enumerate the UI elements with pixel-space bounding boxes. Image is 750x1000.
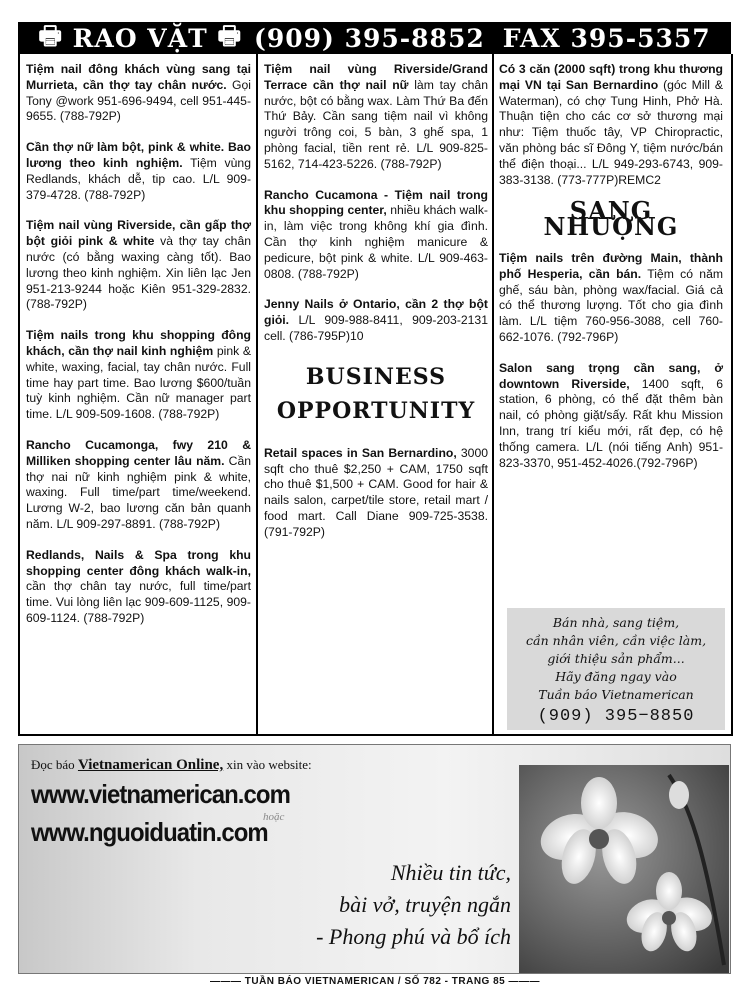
or-label: hoặc — [263, 811, 285, 823]
classified-ad — [264, 297, 488, 344]
page-footer: ——— TUẦN BÁO VIETNAMERICAN / SỐ 782 - TRANG 85 ——— — [209, 976, 541, 987]
orchid-photo — [519, 765, 729, 973]
ad-body: làm tay chân nước, bột có bằng wax. Làm Thứ Ba đến Thứ Bảy. Cần sang tiệm nail vì không người trông coi, 5 bàn, 3 ghế spa, 1 phòng facial, tiền rent rẻ. L/L 909-825-5162, 714-423-5226. (788-792P) — [264, 77, 488, 171]
ad-column-3 — [499, 62, 723, 486]
business-opportunity-heading: BUSINESS OPPORTUNITY — [276, 363, 476, 424]
classifieds-header — [18, 22, 731, 54]
promo-line: Bán nhà, sang tiệm, — [552, 615, 680, 630]
slogan-line: Nhiều tin tức, — [390, 860, 511, 885]
ad-body: Tiệm có năm ghế, sáu bàn, phòng wax/facial. Giá cả có thể thương lượng. Tốt cho gia đình làm. L/L tiệm 760-956-3088, cell 760-662-1076. (792-796P) — [499, 266, 723, 344]
ad-body: pink & white, waxing, facial, tay chân nước. Full time hay part time. Bao lương $600/tuần tuỳ kinh nghiệm. Cần nữ manager part time. L/L 909-509-1608. (788-792P) — [26, 343, 251, 422]
classified-ad — [264, 62, 488, 173]
ad-headline: Tiệm nails trên đường Main, thành phố Hesperia, cần bán. — [499, 250, 723, 281]
header-fax: FAX 395-5357 — [502, 23, 711, 53]
ad-headline: Salon sang trọng cần sang, ở downtown Riverside, — [499, 360, 723, 391]
printer-icon: 🖶 — [38, 20, 63, 50]
promo-box — [507, 608, 725, 730]
ad-body: L/L 909-988-8411, 909-203-2131 cell. (786-795P)10 — [264, 313, 488, 343]
header-phone: (909) 395-8852 — [254, 23, 485, 53]
ad-headline: Tiệm nail vùng Riverside/Grand Terrace cần thợ nail nữ — [264, 62, 488, 92]
ad-body: và thợ tay chân nước (có bằng waxing càng tốt). Bao lương theo kinh nghiệm. Xin liên lạc Jen 951-213-9244 hoặc Kiên 951-329-2832. (788-792P) — [26, 234, 252, 312]
printer-icon: 🖶 — [217, 20, 243, 50]
online-label-prefix: Đọc báo — [31, 757, 75, 772]
promo-phone: (909) 395−8850 — [537, 707, 695, 726]
promo-line: giới thiệu sản phẩm... — [547, 651, 685, 666]
ad-body: Tiệm vùng Redlands, khách dễ, tip cao. L/L 909-379-4728. (788-792P) — [26, 155, 251, 202]
classified-ad — [264, 446, 488, 541]
slogan-line: bài vở, truyện ngắn — [339, 892, 511, 917]
online-slogan — [301, 857, 511, 967]
ad-body: cần thợ chân tay nước, full time/part time. Vui lòng liên lạc 909-609-1125, 909-609-1124. (788-792P) — [26, 579, 251, 625]
ad-body: 3000 sqft cho thuê $2,250 + CAM, 1750 sqft cho thuê $1,500 + CAM. Good for hair & nails salon, carpet/tile store, retail mart / food mart. Call Diane 909-725-3538. (791-792P) — [264, 445, 489, 539]
ad-headline: Có 3 căn (2000 sqft) trong khu thương mại VN tại San Bernardino — [499, 62, 723, 92]
ad-headline: Rancho Cucamonga, fwy 210 & Milliken shopping center lâu năm. — [26, 437, 251, 468]
ad-headline: Redlands, Nails & Spa trong khu shopping center đông khách walk-in, — [26, 547, 251, 578]
promo-line: Hãy đăng ngay vào — [555, 669, 677, 684]
ad-headline: Cần thợ nữ làm bột, pink & white. Bao lương theo kinh nghiệm. — [26, 140, 251, 170]
column-divider — [492, 54, 494, 736]
ad-headline: Tiệm nail vùng Riverside, cần gấp thợ bột giỏi pink & white — [26, 218, 251, 249]
ad-headline: Rancho Cucamona - Tiệm nail trong khu shopping center, — [264, 187, 488, 218]
online-label-suffix: xin vào website: — [226, 757, 312, 772]
promo-line: Tuần báo Vietnamerican — [538, 687, 694, 702]
classified-ad — [26, 328, 251, 423]
header-title: RAO VẶT — [72, 23, 208, 53]
ad-headline: Tiệm nail đông khách vùng sang tại Murrieta, cần thợ tay chân nước. — [26, 62, 251, 92]
website-link-vietnamerican[interactable]: www.vietnamerican.com — [31, 779, 290, 809]
ad-headline: Jenny Nails ở Ontario, cần 2 thợ bột giỏi. — [264, 297, 488, 328]
website-link-nguoiduatin[interactable]: www.nguoiduatin.com — [31, 817, 268, 847]
footer-text: TUẦN BÁO VIETNAMERICAN / SỐ 782 - TRANG 85 — [244, 976, 506, 987]
classified-ad — [26, 140, 251, 203]
promo-line: cần nhân viên, cần việc làm, — [525, 633, 707, 648]
ad-column-2 — [264, 62, 488, 556]
classified-ad — [26, 548, 251, 627]
sang-nhuong-heading: SANG NHƯỢNG — [543, 196, 679, 242]
ad-body: nhiều khách walk-in, làm việc trong không khí gia đình. Cần thợ kinh nghiệm manicure & pedicure, bột pink & white. L/L 909-463-0808. (788-792P) — [264, 203, 488, 281]
classified-ad — [499, 251, 723, 346]
slogan-line: - Phong phú và bổ ích — [316, 924, 511, 949]
classified-ad — [26, 62, 251, 125]
ad-body: (góc Mill & Waterman), có chợ Tung Hinh, Phở Hà. Thuận tiện cho các cơ sở thương mại như: Tiệm thuốc tây, VP Chiropractic, văn phòng bác sĩ Đông Y, tiệm nước/bán thể điện thoại... L/L 949-293-6743, 909-383-3138. (773-777P)REMC2 — [499, 77, 723, 187]
classified-ad — [26, 438, 251, 533]
ad-body: Gọi Tony @work 951-696-9494, cell 951-445-9655. (788-792P) — [26, 77, 251, 124]
orchid-icon — [519, 765, 729, 973]
classified-ad — [499, 361, 723, 472]
ad-column-1 — [26, 62, 251, 642]
online-label — [31, 757, 312, 774]
ad-body: 1400 sqft, 6 station, 6 phòng, có thể đặt thêm bàn nail, có phòng giặt/sấy. Rất khu Mission Inn, trang trí kiểu mới, rất đẹp, có hệ thống camera. L/L (nói tiếng Anh) 951-823-3370, 951-452-4026.(792-796P) — [499, 376, 723, 470]
online-label-brand: Vietnamerican Online, — [77, 757, 224, 773]
classified-ad — [499, 62, 723, 188]
column-divider — [256, 54, 258, 736]
ad-body: Cần thợ nai nữ kinh nghiệm pink & white, waxing. Full time/part time/weekend. Lương W-2, bao lương căn bản quanh năm. L/L 909-297-8891. (788-792P) — [26, 453, 251, 531]
classified-ad — [26, 218, 251, 313]
ad-headline: Tiệm nails trong khu shopping đông khách, cần thợ nail kinh nghiệm — [26, 328, 251, 358]
online-banner — [18, 744, 731, 974]
ad-headline: Retail spaces in San Bernardino, — [264, 445, 457, 460]
classified-ad — [264, 188, 488, 283]
